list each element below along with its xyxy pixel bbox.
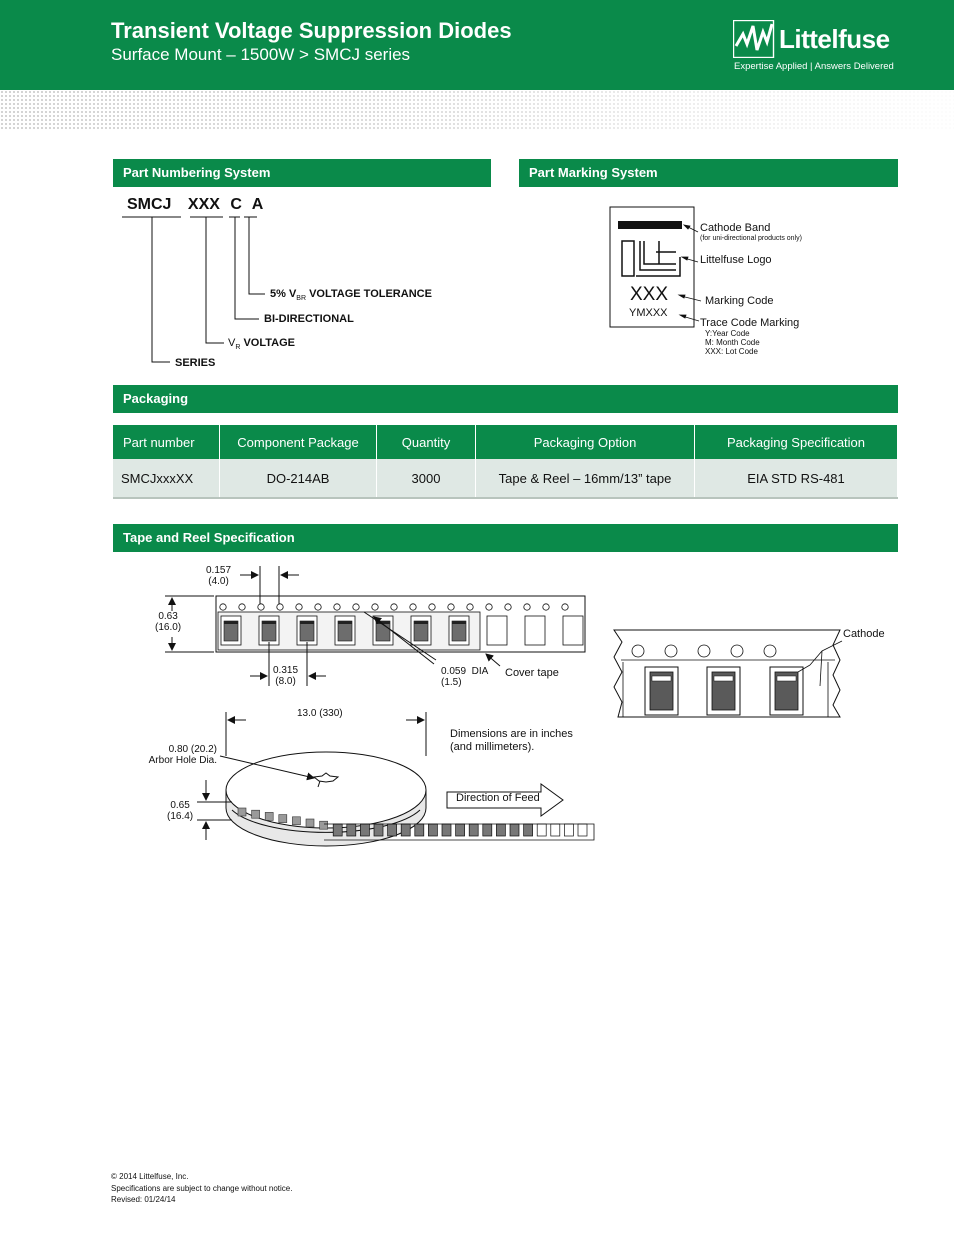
reel-pocket <box>496 824 505 836</box>
detail-band <box>652 676 671 681</box>
sprocket-hole <box>448 604 454 610</box>
marking-code-label: Marking Code <box>705 295 774 307</box>
code-voltage: XXX <box>187 196 220 213</box>
series-label: SERIES <box>175 357 216 369</box>
sprocket-hole <box>524 604 530 610</box>
cell-packaging-option: Tape & Reel – 16mm/13” tape <box>476 459 695 498</box>
component-band <box>414 621 428 624</box>
col-component-package: Component Package <box>220 425 377 459</box>
component-band <box>300 621 314 624</box>
reel-pocket <box>483 824 492 836</box>
component-band <box>338 621 352 624</box>
packaging-heading: Packaging <box>113 385 898 413</box>
sprocket-hole <box>429 604 435 610</box>
sprocket-hole <box>353 604 359 610</box>
copyright: © 2014 Littelfuse, Inc. <box>111 1172 189 1181</box>
reel-pocket <box>442 824 451 836</box>
reel-pocket <box>360 824 369 836</box>
detail-hole <box>764 645 776 657</box>
detail-hole <box>632 645 644 657</box>
detail-hole <box>731 645 743 657</box>
carrier-tape <box>216 596 585 652</box>
page-subtitle: Surface Mount – 1500W > SMCJ series <box>111 45 411 64</box>
code-tolerance: A <box>251 196 264 213</box>
arbor-hole-label: 0.80 (20.2) Arbor Hole Dia. <box>148 744 217 766</box>
trace-code-text: YMXXX <box>629 307 668 319</box>
reel-pocket <box>388 824 397 836</box>
reel-pocket <box>265 812 273 820</box>
dimensions-note: Dimensions are in inches (and millimeters). <box>450 728 573 753</box>
cell-part-number: SMCJxxxXX <box>113 459 220 498</box>
reel-pocket <box>510 824 519 836</box>
cell-packaging-spec: EIA STD RS-481 <box>695 459 898 498</box>
reel-pocket <box>374 824 383 836</box>
reel-pocket <box>252 810 260 818</box>
reel-pocket <box>306 819 314 827</box>
sprocket-hole <box>505 604 511 610</box>
reel-pocket <box>537 824 546 836</box>
sprocket-hole <box>277 604 283 610</box>
reel-pocket <box>292 817 300 825</box>
logo-label: Littelfuse Logo <box>700 254 772 266</box>
cell-component-package: DO-214AB <box>220 459 377 498</box>
sprocket-hole <box>296 604 302 610</box>
sprocket-hole <box>410 604 416 610</box>
cover-tape-label: Cover tape <box>505 667 559 679</box>
sprocket-hole <box>315 604 321 610</box>
detail-hole <box>698 645 710 657</box>
tolerance-label: 5% $V_{BR}$ VOLTAGE TOLERANCE <box>270 288 432 303</box>
reel-pocket <box>238 808 246 816</box>
sprocket-hole <box>258 604 264 610</box>
sprocket-hole <box>467 604 473 610</box>
reel-pocket <box>428 824 437 836</box>
reel-pocket <box>415 824 424 836</box>
part-numbering-heading: Part Numbering System <box>113 159 491 187</box>
cell-quantity: 3000 <box>377 459 476 498</box>
tape-pocket <box>525 616 545 645</box>
logo-wordmark: Littelfuse <box>779 24 890 54</box>
page-title: Transient Voltage Suppression Diodes <box>111 18 512 43</box>
component-band <box>452 621 466 624</box>
trace-year: Y:Year Code <box>705 329 750 338</box>
bidirectional-label: BI-DIRECTIONAL <box>264 313 354 325</box>
detail-band <box>777 676 796 681</box>
col-packaging-option: Packaging Option <box>476 425 695 459</box>
logo-tagline: Expertise Applied | Answers Delivered <box>734 61 894 72</box>
sprocket-hole <box>486 604 492 610</box>
reel-pocket <box>564 824 573 836</box>
col-part-number: Part number <box>113 425 220 459</box>
component-band <box>262 621 276 624</box>
sprocket-hole <box>239 604 245 610</box>
reel-pocket <box>333 824 342 836</box>
reel-pocket <box>279 815 287 823</box>
reel-pocket <box>456 824 465 836</box>
revision-date: Revised: 01/24/14 <box>111 1195 176 1204</box>
direction-of-feed-label: Direction of Feed <box>456 792 540 804</box>
sprocket-hole <box>220 604 226 610</box>
part-marking-heading: Part Marking System <box>519 159 898 187</box>
marking-code-text: XXX <box>630 284 669 305</box>
reel-diameter-label: 13.0 (330) <box>297 708 343 719</box>
sprocket-hole <box>562 604 568 610</box>
col-packaging-spec: Packaging Specification <box>695 425 898 459</box>
tape-reel-heading: Tape and Reel Specification <box>113 524 898 552</box>
pocket-spacing-dimension: 0.315 (8.0) <box>273 665 299 687</box>
tape-width-dimension: 0.63 (16.0) <box>155 611 182 633</box>
disclaimer: Specifications are subject to change without notice. <box>111 1183 293 1193</box>
tape-detail <box>614 630 842 717</box>
cathode-band-label: Cathode Band <box>700 222 771 234</box>
voltage-label: $V_R$ VOLTAGE <box>228 337 295 352</box>
code-series: SMCJ <box>127 196 172 213</box>
sprocket-hole <box>391 604 397 610</box>
reel-pocket <box>401 824 410 836</box>
col-quantity: Quantity <box>377 425 476 459</box>
cathode-label: Cathode <box>843 628 885 640</box>
sprocket-hole <box>334 604 340 610</box>
reel-pocket <box>320 821 328 829</box>
sprocket-hole <box>372 604 378 610</box>
reel-pocket <box>347 824 356 836</box>
detail-hole <box>665 645 677 657</box>
code-bidirectional: C <box>230 196 242 213</box>
reel-pocket <box>469 824 478 836</box>
trace-month: M: Month Code <box>705 338 760 347</box>
reel-pocket <box>578 824 587 836</box>
trace-code-label: Trace Code Marking <box>700 317 800 329</box>
component-band <box>224 621 238 624</box>
tape-pocket <box>487 616 507 645</box>
reel-pocket <box>551 824 560 836</box>
reel-pocket <box>524 824 533 836</box>
reel-width-dimension: 0.65 (16.4) <box>167 800 194 822</box>
pitch-dimension: 0.157 (4.0) <box>206 565 232 587</box>
footer <box>111 1171 292 1206</box>
trace-lot: XXX: Lot Code <box>705 347 758 356</box>
hole-dimension: 0.059 DIA (1.5) <box>441 666 489 688</box>
tape-pocket <box>563 616 583 645</box>
detail-band <box>714 676 733 681</box>
cathode-band-note: (for uni-directional products only) <box>700 235 802 242</box>
sprocket-hole <box>543 604 549 610</box>
